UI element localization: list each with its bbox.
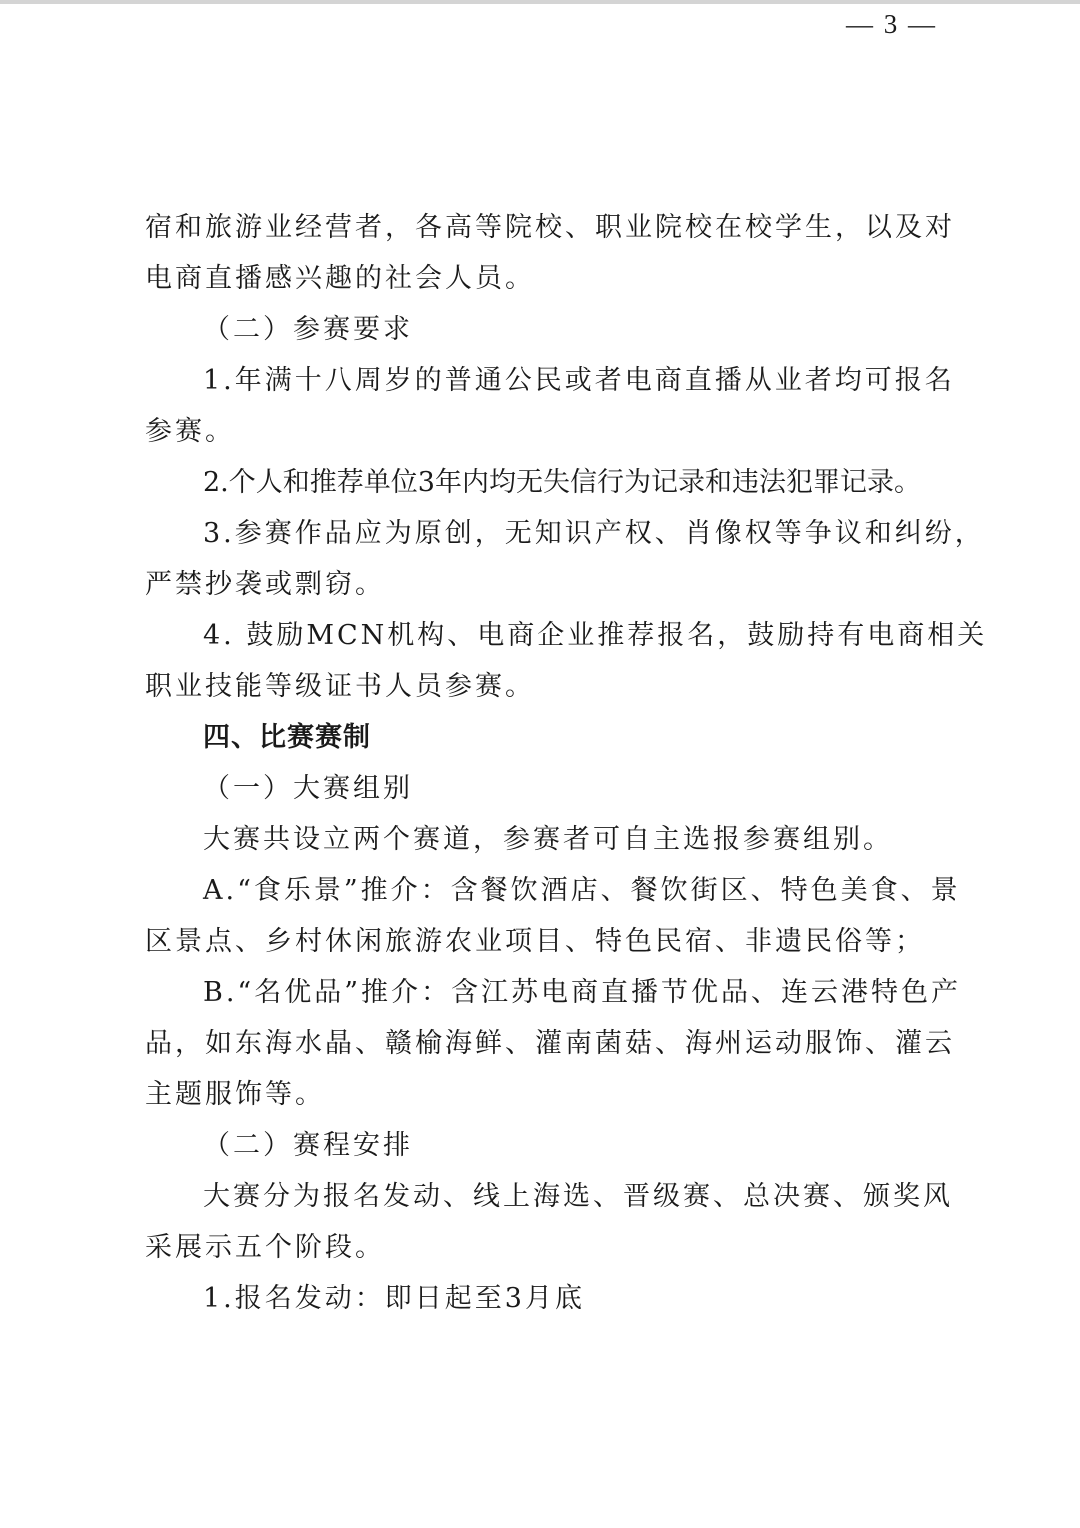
section-heading: （二）参赛要求 bbox=[203, 314, 413, 345]
paragraph-line: 3.参赛作品应为原创，无知识产权、肖像权等争议和纠纷， bbox=[203, 518, 985, 549]
paragraph-line: 参赛。 bbox=[145, 416, 235, 447]
section-heading: （二）赛程安排 bbox=[203, 1130, 413, 1161]
paragraph-line: 严禁抄袭或剽窃。 bbox=[145, 569, 385, 600]
paragraph-line: 1.报名发动：即日起至3月底 bbox=[203, 1283, 585, 1314]
paragraph-line: 大赛分为报名发动、线上海选、晋级赛、总决赛、颁奖风 bbox=[203, 1181, 953, 1212]
paragraph-line: 品，如东海水晶、赣榆海鲜、灌南菌菇、海州运动服饰、灌云 bbox=[145, 1028, 955, 1059]
paragraph-line: 采展示五个阶段。 bbox=[145, 1232, 385, 1263]
paragraph-line: 职业技能等级证书人员参赛。 bbox=[145, 671, 535, 702]
paragraph-line: B.“名优品”推介：含江苏电商直播节优品、连云港特色产 bbox=[203, 977, 962, 1008]
page-number: — 3 — bbox=[846, 9, 937, 39]
document-body bbox=[145, 202, 988, 1324]
chapter-heading: 四、比赛赛制 bbox=[203, 722, 371, 753]
section-heading: （一）大赛组别 bbox=[203, 773, 413, 804]
paragraph-line: 1.年满十八周岁的普通公民或者电商直播从业者均可报名 bbox=[203, 365, 955, 396]
paragraph-line: 区景点、乡村休闲旅游农业项目、特色民宿、非遗民俗等； bbox=[145, 926, 925, 957]
paragraph-line: 主题服饰等。 bbox=[145, 1079, 325, 1110]
paragraph-line: 宿和旅游业经营者，各高等院校、职业院校在校学生，以及对 bbox=[145, 212, 955, 243]
paragraph-line: 2.个人和推荐单位3年内均无失信行为记录和违法犯罪记录。 bbox=[203, 467, 921, 498]
paragraph-line: 4. 鼓励MCN机构、电商企业推荐报名，鼓励持有电商相关 bbox=[203, 620, 988, 651]
top-divider bbox=[0, 0, 1080, 4]
paragraph-line: 大赛共设立两个赛道，参赛者可自主选报参赛组别。 bbox=[203, 824, 893, 855]
paragraph-line: 电商直播感兴趣的社会人员。 bbox=[145, 263, 535, 294]
paragraph-line: A.“食乐景”推介：含餐饮酒店、餐饮街区、特色美食、景 bbox=[203, 875, 961, 906]
